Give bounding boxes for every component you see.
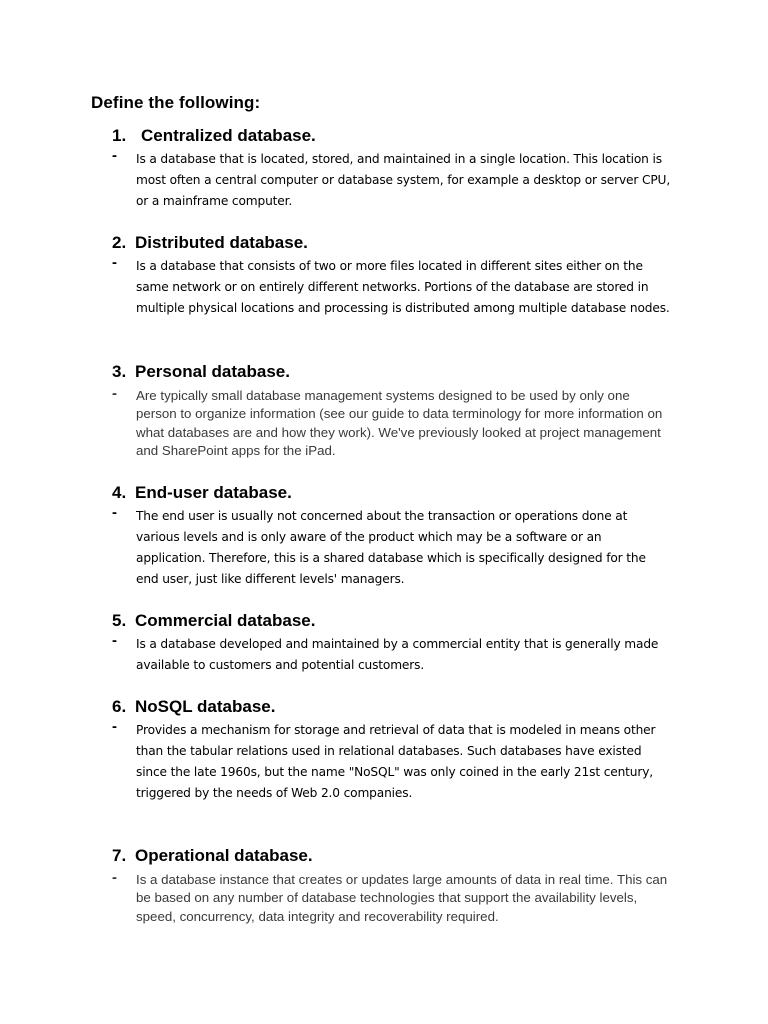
section-heading bbox=[112, 845, 672, 867]
definition-section bbox=[112, 845, 672, 926]
section-number: 7. bbox=[112, 846, 127, 865]
definition-item bbox=[112, 634, 672, 676]
section-heading bbox=[112, 361, 672, 383]
section-title: Operational database. bbox=[135, 846, 313, 865]
definition-section bbox=[112, 482, 672, 590]
section-title: Personal database. bbox=[135, 362, 290, 381]
definition-text: Is a database instance that creates or updates large amounts of data in real time. This can be based on any number of database technologies that support the availability levels, speed, concurrency, data integrity and recoverability required. bbox=[136, 872, 668, 924]
section-heading bbox=[112, 232, 672, 254]
section-number: 1. bbox=[112, 126, 127, 145]
definition-text: Is a database that is located, stored, and maintained in a single location. This location is most often a central computer or database system, for example a desktop or server CPU, or a mainframe computer. bbox=[136, 152, 671, 208]
section-heading bbox=[112, 696, 672, 718]
definition-item bbox=[112, 387, 672, 460]
section-title: Commercial database. bbox=[135, 611, 316, 630]
definition-section bbox=[112, 232, 672, 319]
definition-item bbox=[112, 720, 672, 804]
definition-text: Provides a mechanism for storage and retrieval of data that is modeled in means other than the tabular relations used in relational databases. Such databases have existed since the late 1960s, but the name "NoSQL" was only coined in the early 21st century, triggered by the needs of Web 2.0 companies. bbox=[136, 723, 656, 800]
bullet-dash: - bbox=[112, 147, 117, 164]
definition-item bbox=[112, 871, 672, 926]
bullet-dash: - bbox=[112, 504, 117, 521]
section-title: Distributed database. bbox=[135, 233, 308, 252]
definition-text: The end user is usually not concerned about the transaction or operations done at various levels and is only aware of the product which may be a software or an application. Therefore, this is a shared database which is specifically designed for the end user, just like different levels' managers. bbox=[136, 509, 646, 586]
definition-text: Is a database that consists of two or more files located in different sites either on the same network or on entirely different networks. Portions of the database are stored in multiple physical locations and processing is distributed among multiple database nodes. bbox=[136, 259, 670, 315]
definition-section bbox=[112, 696, 672, 804]
definition-section bbox=[112, 610, 672, 676]
definition-text: Is a database developed and maintained by a commercial entity that is generally made available to customers and potential customers. bbox=[136, 637, 659, 672]
definition-text: Are typically small database management systems designed to be used by only one person to organize information (see our guide to data terminology for more information on what databases are and how they work). We've previously looked at project management and SharePoint apps for the iPad. bbox=[136, 388, 663, 458]
section-number: 6. bbox=[112, 697, 127, 716]
section-title: NoSQL database. bbox=[135, 697, 276, 716]
section-title: End-user database. bbox=[135, 483, 292, 502]
bullet-dash: - bbox=[112, 632, 117, 649]
definition-section bbox=[112, 125, 672, 212]
bullet-dash: - bbox=[112, 254, 117, 271]
section-title: Centralized database. bbox=[141, 126, 316, 145]
section-number: 3. bbox=[112, 362, 127, 381]
bullet-dash: - bbox=[112, 385, 117, 402]
section-heading bbox=[112, 610, 672, 632]
bullet-dash: - bbox=[112, 718, 117, 735]
definition-section bbox=[112, 361, 672, 460]
definition-item bbox=[112, 256, 672, 319]
section-heading bbox=[112, 125, 672, 147]
definition-item bbox=[112, 506, 672, 590]
section-heading bbox=[112, 482, 672, 504]
bullet-dash: - bbox=[112, 869, 117, 886]
section-number: 5. bbox=[112, 611, 127, 630]
page-title: Define the following: bbox=[91, 93, 261, 112]
section-number: 2. bbox=[112, 233, 127, 252]
section-number: 4. bbox=[112, 483, 127, 502]
definition-item bbox=[112, 149, 672, 212]
